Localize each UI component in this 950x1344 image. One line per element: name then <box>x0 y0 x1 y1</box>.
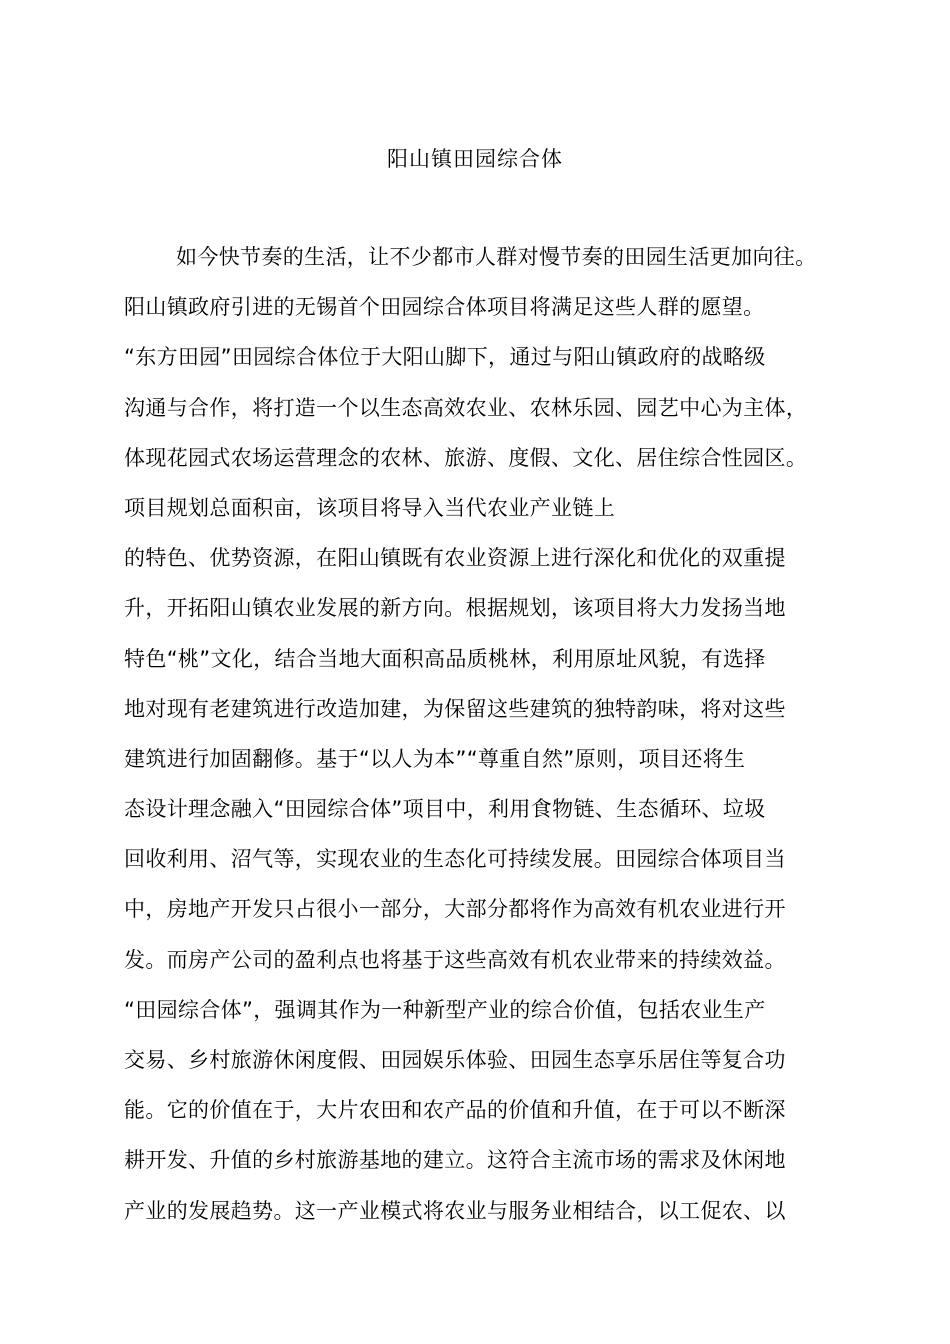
body-line: 如今快节奏的生活，让不少都市人群对慢节奏的田园生活更加向往。 <box>176 245 817 269</box>
document-title: 阳山镇田园综合体 <box>387 147 563 171</box>
body-line: 建筑进行加固翻修。基于“以人为本”“尊重自然”原则，项目还将生 <box>124 746 746 771</box>
body-line: 发。而房产公司的盈利点也将基于这些高效有机农业带来的持续效益。 <box>124 947 786 972</box>
body-line: “东方田园”田园综合体位于大阳山脚下，通过与阳山镇政府的战略级 <box>124 345 766 370</box>
body-line: 耕开发、升值的乡村旅游基地的建立。这符合主流市场的需求及休闲地 <box>124 1148 786 1173</box>
body-line: 阳山镇政府引进的无锡首个田园综合体项目将满足这些人群的愿望。 <box>124 295 765 320</box>
body-line: 回收利用、沼气等，实现农业的生态化可持续发展。田园综合体项目当 <box>124 847 786 872</box>
body-line: 沟通与合作，将打造一个以生态高效农业、农林乐园、园艺中心为主体， <box>124 395 808 420</box>
body-line: 产业的发展趋势。这一产业模式将农业与服务业相结合，以工促农、以 <box>124 1198 786 1223</box>
body-line: 地对现有老建筑进行改造加建，为保留这些建筑的独特韵味，将对这些 <box>124 696 786 721</box>
document-body <box>124 232 864 1236</box>
body-line: 能。它的价值在于，大片农田和农产品的价值和升值，在于可以不断深 <box>124 1098 786 1123</box>
body-line: “田园综合体”，强调其作为一种新型产业的综合价值，包括农业生产 <box>124 997 766 1022</box>
body-line: 特色“桃”文化，结合当地大面积高品质桃林，利用原址风貌，有选择 <box>124 646 766 671</box>
body-line: 中，房地产开发只占很小一部分，大部分都将作为高效有机农业进行开 <box>124 897 786 922</box>
body-line: 升，开拓阳山镇农业发展的新方向。根据规划，该项目将大力发扬当地 <box>124 596 786 621</box>
body-line: 态设计理念融入“田园综合体”项目中，利用食物链、生态循环、垃圾 <box>124 797 766 822</box>
body-line: 的特色、优势资源，在阳山镇既有农业资源上进行深化和优化的双重提 <box>124 546 786 571</box>
body-line: 体现花园式农场运营理念的农林、旅游、度假、文化、居住综合性园区。 <box>124 445 808 470</box>
body-line: 项目规划总面积亩，该项目将导入当代农业产业链上 <box>124 495 616 520</box>
body-line: 交易、乡村旅游休闲度假、田园娱乐体验、田园生态享乐居住等复合功 <box>124 1048 786 1072</box>
